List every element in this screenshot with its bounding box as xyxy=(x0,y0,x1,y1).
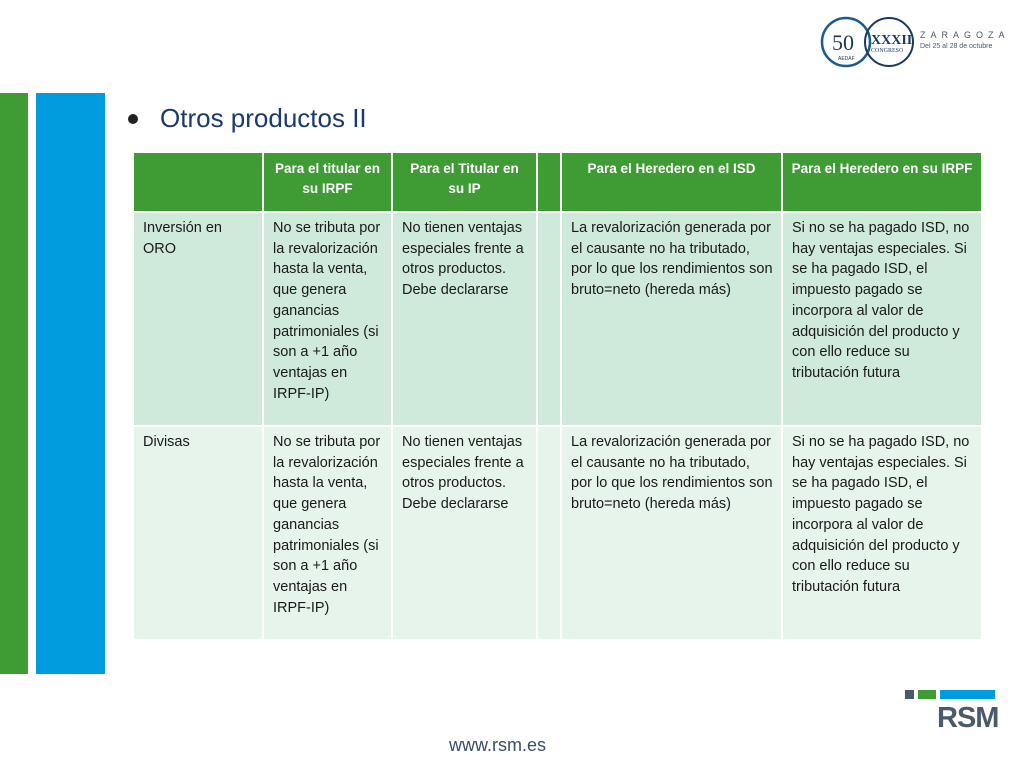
decorative-blue-bar xyxy=(36,93,105,674)
rsm-logo xyxy=(905,690,997,734)
bullet-icon xyxy=(128,114,138,124)
table-header-row xyxy=(133,152,982,212)
table-row xyxy=(133,212,982,426)
table-row xyxy=(133,426,982,640)
header-cell-empty xyxy=(133,152,263,212)
table-cell: No tienen ventajas especiales frente a otros productos. Debe declararse xyxy=(392,212,537,426)
row-label: Inversión en ORO xyxy=(133,212,263,426)
header-cell-heredero-isd: Para el Heredero en el ISD xyxy=(561,152,782,212)
row-label: Divisas xyxy=(133,426,263,640)
website-link[interactable]: www.rsm.es xyxy=(449,735,547,755)
table-cell: No se tributa por la revalorización hasta la venta, que genera ganancias patrimoniales (si son a +1 año ventajas en IRPF-IP) xyxy=(263,212,392,426)
city-name: ZARAGOZA xyxy=(920,30,1010,40)
header-cell-titular-ip: Para el Titular en su IP xyxy=(392,152,537,212)
aedaf-text: AEDAF xyxy=(838,56,855,62)
decorative-green-bar xyxy=(0,93,28,674)
table-cell: Si no se ha pagado ISD, no hay ventajas especiales. Si se ha pagado ISD, el impuesto pagado se incorpora al valor de adquisición del producto y con ello reduce su tributación futura xyxy=(782,212,982,426)
logo-square-blue xyxy=(940,690,995,699)
table-cell-spacer xyxy=(537,212,561,426)
slide-title-text: Otros productos II xyxy=(160,103,367,133)
anniversary-number: 50 xyxy=(832,30,854,55)
congreso-number: XXXII xyxy=(871,33,913,48)
table-cell: No se tributa por la revalorización hasta la venta, que genera ganancias patrimoniales (si son a +1 año ventajas en IRPF-IP) xyxy=(263,426,392,640)
congreso-text: CONGRESO xyxy=(871,48,904,54)
congreso-logo xyxy=(818,14,1008,70)
table-cell: No tienen ventajas especiales frente a otros productos. Debe declararse xyxy=(392,426,537,640)
products-table xyxy=(132,151,983,641)
rsm-brand-text: RSM xyxy=(937,702,999,734)
slide-title xyxy=(128,103,367,134)
congreso-dates: Del 25 al 28 de octubre xyxy=(920,43,993,50)
logo-square-green xyxy=(918,690,936,699)
table-cell-spacer xyxy=(537,426,561,640)
table-cell: Si no se ha pagado ISD, no hay ventajas especiales. Si se ha pagado ISD, el impuesto pagado se incorpora al valor de adquisición del producto y con ello reduce su tributación futura xyxy=(782,426,982,640)
logo-square-gray xyxy=(905,690,914,699)
header-cell-titular-irpf: Para el titular en su IRPF xyxy=(263,152,392,212)
table-cell: La revalorización generada por el causante no ha tributado, por lo que los rendimientos son bruto=neto (hereda más) xyxy=(561,426,782,640)
header-cell-spacer xyxy=(537,152,561,212)
table-cell: La revalorización generada por el causante no ha tributado, por lo que los rendimientos son bruto=neto (hereda más) xyxy=(561,212,782,426)
header-cell-heredero-irpf: Para el Heredero en su IRPF xyxy=(782,152,982,212)
